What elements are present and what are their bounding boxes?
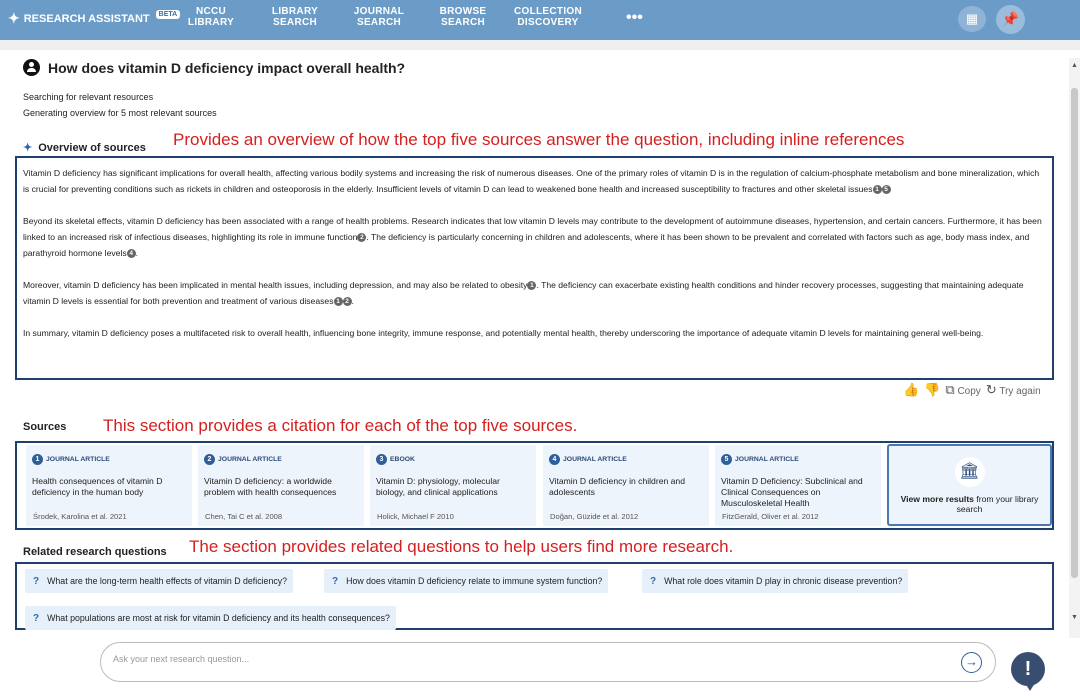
- citation-ref[interactable]: 4: [127, 249, 136, 258]
- nav-item-line1: LIBRARY: [271, 6, 319, 17]
- library-building-icon: 🏛: [955, 457, 985, 487]
- source-title: Vitamin D Deficiency: Subclinical and Clinical Consequences on Musculoskeletal Health: [721, 476, 863, 508]
- overview-paragraph: Beyond its skeletal effects, vitamin D deficiency has been associated with a range of health problems. Research indicates that low vitamin D levels may contribute to the development of autoimmune diseases, hypertension, and certain cancers. Furthermore, it has been linked to an increased risk of infectious diseases, highlighting its role in immune function 2 . The deficiency is particularly concerning in children and adolescents, where it has been shown to be prevalent and correlated with factors such as age, body mass index, and parathyroid hormone levels 4 .: [23, 216, 1042, 258]
- scrollbar-thumb[interactable]: [1071, 88, 1078, 578]
- source-type: JOURNAL ARTICLE: [46, 456, 110, 464]
- scrollbar[interactable]: [1069, 58, 1080, 638]
- nav-item-line2: SEARCH: [440, 17, 486, 28]
- scroll-down-icon[interactable]: ▼: [1071, 614, 1078, 621]
- scroll-up-icon[interactable]: ▲: [1071, 62, 1078, 69]
- copy-label: Copy: [957, 386, 981, 397]
- overview-paragraph: [23, 325, 1046, 341]
- help-feedback-icon[interactable]: !: [1011, 652, 1045, 686]
- top-nav: [0, 0, 1080, 40]
- overview-heading: [23, 141, 146, 154]
- copy-icon: ⧉: [945, 382, 955, 397]
- related-question-chip[interactable]: [642, 569, 908, 593]
- copy-button[interactable]: [945, 382, 980, 398]
- related-questions-box: [15, 562, 1054, 630]
- send-arrow-icon[interactable]: →: [961, 652, 982, 673]
- source-author: Środek, Karolina et al. 2021: [33, 512, 127, 521]
- view-more-text: [889, 494, 1050, 514]
- citation-ref[interactable]: 5: [882, 185, 891, 194]
- overview-text: Vitamin D deficiency has significant implications for overall health, affecting various bodily systems and increasing the risk of numerous diseases. One of the primary roles of vitamin D is in the regulation of calcium-phosphate metabolism and bone mineralization, which is crucial for preventing conditions such as rickets in children and osteoporosis in the elderly. Insufficient levels of vitamin D can lead to weakened bone health and increased susceptibility to fractures and other skeletal issues: [23, 168, 1040, 194]
- status-generating: Generating overview for 5 most relevant sources: [23, 108, 217, 118]
- source-title: Vitamin D deficiency: a worldwide problem with health consequences: [204, 476, 337, 497]
- nav-library-search[interactable]: [269, 6, 321, 28]
- related-question-chip[interactable]: [25, 606, 396, 630]
- user-avatar-icon: [23, 59, 40, 76]
- source-type: JOURNAL ARTICLE: [735, 456, 799, 464]
- source-card[interactable]: [715, 445, 881, 526]
- overview-text: In summary, vitamin D deficiency poses a multifaceted risk to overall health, influencing bone integrity, immune response, and potentially mental health, thereby underscoring the importance of adequate vitamin D levels for maintaining general well-being.: [23, 328, 984, 338]
- related-question-text: What role does vitamin D play in chronic disease prevention?: [664, 576, 903, 586]
- nav-item-line1: NCCU: [195, 6, 227, 17]
- source-author: FitzGerald, Oliver et al. 2012: [722, 512, 819, 521]
- qr-code-icon[interactable]: ▦: [958, 6, 986, 32]
- annotation-overview: Provides an overview of how the top five sources answer the question, including inline references: [173, 130, 905, 149]
- source-card[interactable]: [198, 445, 364, 526]
- sparkle-icon: ✦: [8, 10, 20, 26]
- overview-text: Moreover, vitamin D deficiency has been implicated in mental health issues, including depression, and may also be related to obesity: [23, 280, 528, 290]
- try-again-button[interactable]: [986, 382, 1041, 398]
- overview-paragraph: Moreover, vitamin D deficiency has been implicated in mental health issues, including depression, and may also be related to obesity 1 . The deficiency can exacerbate existing health conditions and hinder recovery processes, suggesting that maintaining adequate vitamin D levels is essential for both prevention and treatment of various diseases 1 2 .: [23, 280, 1024, 306]
- sources-heading: Sources: [23, 421, 67, 433]
- nav-collection-discovery[interactable]: [512, 6, 584, 28]
- citation-ref[interactable]: 1: [873, 185, 882, 194]
- annotation-related: The section provides related questions to help users find more research.: [189, 537, 734, 556]
- beta-badge: BETA: [156, 10, 181, 19]
- nav-nccu-library[interactable]: [185, 6, 237, 28]
- nav-item-line2: SEARCH: [356, 17, 402, 28]
- question-mark-icon: ?: [33, 576, 40, 587]
- source-card[interactable]: [543, 445, 709, 526]
- source-number: 3: [376, 454, 387, 465]
- source-number: 5: [721, 454, 732, 465]
- nav-item-line2: LIBRARY: [187, 17, 235, 28]
- source-card[interactable]: [26, 445, 192, 526]
- nav-item-line1: BROWSE: [439, 6, 487, 17]
- question-input[interactable]: [113, 654, 933, 664]
- thumbs-up-icon[interactable]: 👍: [903, 382, 920, 397]
- source-number: 4: [549, 454, 560, 465]
- overview-text: . The deficiency is particularly concerning in children and adolescents, where it has been shown to be prevalent and correlated with factors such as age, body mass index, and parathyroid hormone levels: [23, 232, 1030, 258]
- thumbs-down-icon[interactable]: 👎: [924, 382, 941, 397]
- nav-item-line2: DISCOVERY: [517, 17, 579, 28]
- try-again-label: Try again: [999, 386, 1041, 397]
- more-menu-icon[interactable]: •••: [626, 9, 643, 26]
- source-title: Vitamin D: physiology, molecular biology, and clinical applications: [376, 476, 500, 497]
- nav-browse-search[interactable]: [437, 6, 489, 28]
- citation-ref[interactable]: 2: [343, 297, 352, 306]
- question-text: How does vitamin D deficiency impact overall health?: [48, 59, 406, 76]
- source-author: Doğan, Güzide et al. 2012: [550, 512, 639, 521]
- pin-icon[interactable]: 📌: [996, 5, 1025, 34]
- related-question-text: How does vitamin D deficiency relate to immune system function?: [346, 576, 603, 586]
- overview-heading-text: Overview of sources: [38, 141, 146, 154]
- sparkle-icon: ✦: [23, 142, 33, 154]
- header-spacer: [0, 40, 1080, 50]
- overview-paragraph: [23, 165, 1046, 197]
- source-number: 2: [204, 454, 215, 465]
- view-more-results-button[interactable]: [887, 444, 1052, 526]
- citation-ref[interactable]: 1: [334, 297, 343, 306]
- annotation-sources: This section provides a citation for each of the top five sources.: [103, 416, 578, 435]
- overview-text: Beyond its skeletal effects, vitamin D deficiency has been associated with a range of health problems. Research indicates that low vitamin D levels may contribute to the development of autoimmune diseases, hypertension, and certain cancers. Furthermore, it has been linked to an increased risk of infectious diseases, highlighting its role in immune function: [23, 216, 1042, 242]
- related-question-chip[interactable]: [25, 569, 293, 593]
- brand-name: RESEARCH ASSISTANT: [23, 12, 150, 25]
- brand-logo[interactable]: [8, 10, 180, 27]
- question-input-container: [100, 642, 996, 682]
- source-title: Vitamin D deficiency in children and adolescents: [549, 476, 685, 497]
- nav-item-line2: SEARCH: [272, 17, 318, 28]
- nav-item-line1: JOURNAL: [353, 6, 405, 17]
- related-question-text: What are the long-term health effects of vitamin D deficiency?: [47, 576, 288, 586]
- view-more-bold: View more results: [900, 494, 974, 504]
- source-type: JOURNAL ARTICLE: [563, 456, 627, 464]
- related-questions-heading: Related research questions: [23, 546, 167, 558]
- overview-text: . The deficiency can exacerbate existing health conditions and hinder recovery processes, suggesting that maintaining adequate vitamin D levels is essential for both prevention and treatment of various diseases: [23, 280, 1024, 306]
- source-author: Chen, Tai C et al. 2008: [205, 512, 283, 521]
- source-type: JOURNAL ARTICLE: [218, 456, 282, 464]
- source-title: Health consequences of vitamin D deficiency in the human body: [32, 476, 163, 497]
- question-heading: [23, 59, 405, 76]
- source-card[interactable]: [370, 445, 536, 526]
- source-author: Holick, Michael F 2010: [377, 512, 454, 521]
- sources-box: [15, 441, 1054, 530]
- view-more-rest: from your library search: [956, 494, 1039, 514]
- status-searching: Searching for relevant resources: [23, 92, 154, 102]
- feedback-bar: [903, 382, 1041, 398]
- question-mark-icon: ?: [33, 613, 40, 624]
- source-type: EBOOK: [390, 456, 415, 464]
- question-mark-icon: ?: [650, 576, 657, 587]
- citation-ref[interactable]: 2: [357, 233, 366, 242]
- overview-box: [15, 156, 1054, 380]
- source-number: 1: [32, 454, 43, 465]
- question-mark-icon: ?: [332, 576, 339, 587]
- related-question-chip[interactable]: [324, 569, 608, 593]
- nav-item-line1: COLLECTION: [514, 6, 582, 17]
- refresh-icon: ↻: [985, 382, 997, 397]
- citation-ref[interactable]: 1: [527, 281, 536, 290]
- nav-journal-search[interactable]: [353, 6, 405, 28]
- related-question-text: What populations are most at risk for vitamin D deficiency and its health consequences?: [47, 613, 390, 623]
